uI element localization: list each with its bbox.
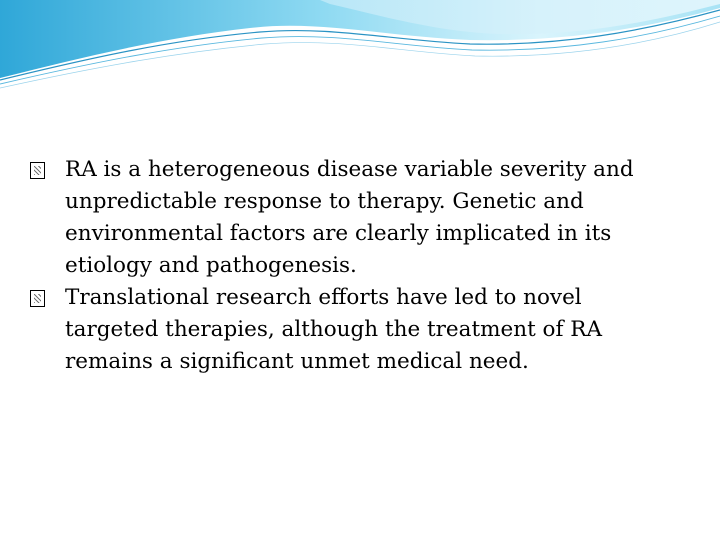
missing-glyph-bullet-icon xyxy=(30,290,45,307)
bullet-text-2: Translational research efforts have led to novel targeted therapies, although the treatment of RA remains a significant unmet medical need. xyxy=(65,285,602,374)
slide-body xyxy=(30,154,670,378)
bullet-item-1 xyxy=(30,154,670,282)
bullet-item-2 xyxy=(30,282,670,378)
header-wave-decoration xyxy=(0,0,720,90)
bullet-text-1: RA is a heterogeneous disease variable severity and unpredictable response to therapy. Genetic and environmental factors are clearly implicated in its etiology and pathogenesis. xyxy=(65,157,634,278)
missing-glyph-bullet-icon xyxy=(30,162,45,179)
